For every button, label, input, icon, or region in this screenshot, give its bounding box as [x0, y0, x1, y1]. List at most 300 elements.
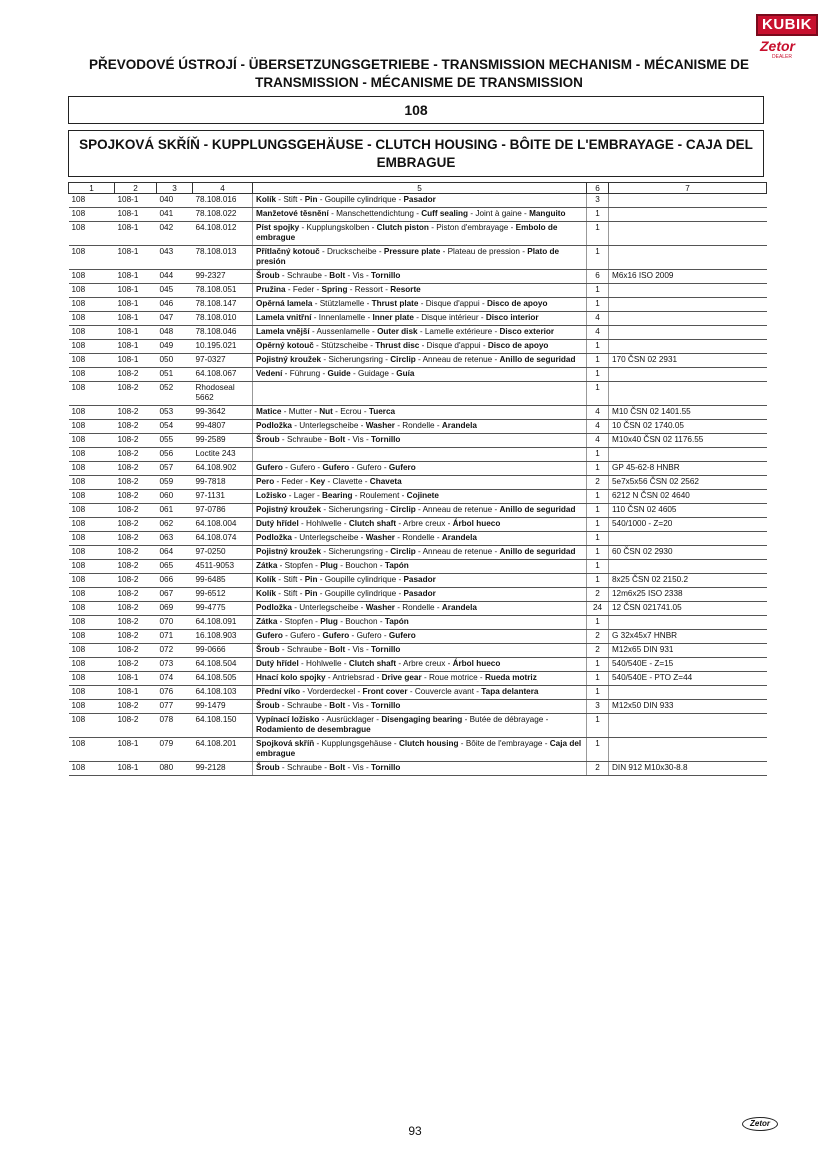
cell-c2: 108-2 [115, 546, 157, 560]
cell-c5: Přední víko - Vorderdeckel - Front cover - Couvercle avant - Tapa delantera [253, 686, 587, 700]
cell-c1: 108 [69, 574, 115, 588]
cell-c4: 99-7818 [193, 476, 253, 490]
cell-c6: 1 [587, 504, 609, 518]
cell-c3: 048 [157, 326, 193, 340]
section-title: SPOJKOVÁ SKŘÍŇ - KUPPLUNGSGEHÄUSE - CLUTCH HOUSING - BÔITE DE L'EMBRAYAGE - CAJA DEL EMBRAGUE [68, 130, 764, 177]
cell-c7 [609, 298, 767, 312]
cell-c1: 108 [69, 560, 115, 574]
cell-c1: 108 [69, 630, 115, 644]
cell-c6: 6 [587, 270, 609, 284]
table-row [69, 630, 767, 644]
cell-c1: 108 [69, 382, 115, 406]
cell-c4: 97-0327 [193, 354, 253, 368]
cell-c7 [609, 208, 767, 222]
cell-c3: 076 [157, 686, 193, 700]
table-row [69, 194, 767, 208]
cell-c2: 108-1 [115, 284, 157, 298]
table-row [69, 672, 767, 686]
table-row [69, 326, 767, 340]
cell-c6: 3 [587, 194, 609, 208]
cell-c5: Pružina - Feder - Spring - Ressort - Resorte [253, 284, 587, 298]
cell-c2: 108-1 [115, 194, 157, 208]
table-row [69, 246, 767, 270]
cell-c6: 1 [587, 490, 609, 504]
cell-c2: 108-2 [115, 574, 157, 588]
cell-c5: Vypínací ložisko - Ausrücklager - Disengaging bearing - Butée de débrayage - Rodamiento de desembrague [253, 714, 587, 738]
table-row [69, 434, 767, 448]
cell-c6: 1 [587, 246, 609, 270]
group-number: 108 [68, 96, 764, 124]
cell-c5: Šroub - Schraube - Bolt - Vis - Tornillo [253, 434, 587, 448]
cell-c1: 108 [69, 222, 115, 246]
cell-c7 [609, 222, 767, 246]
cell-c7: 540/540E - Z=15 [609, 658, 767, 672]
cell-c4: 64.108.103 [193, 686, 253, 700]
cell-c2: 108-2 [115, 462, 157, 476]
cell-c5: Opěrná lamela - Stützlamelle - Thrust plate - Disque d'appui - Disco de apoyo [253, 298, 587, 312]
cell-c3: 063 [157, 532, 193, 546]
cell-c1: 108 [69, 298, 115, 312]
cell-c3: 078 [157, 714, 193, 738]
table-row [69, 532, 767, 546]
cell-c4: 78.108.016 [193, 194, 253, 208]
cell-c4: 78.108.147 [193, 298, 253, 312]
cell-c7 [609, 284, 767, 298]
table-row [69, 420, 767, 434]
cell-c1: 108 [69, 616, 115, 630]
table-row [69, 382, 767, 406]
cell-c3: 056 [157, 448, 193, 462]
cell-c6: 4 [587, 420, 609, 434]
cell-c6: 1 [587, 738, 609, 762]
table-row [69, 686, 767, 700]
cell-c1: 108 [69, 340, 115, 354]
cell-c4: 78.108.051 [193, 284, 253, 298]
cell-c7 [609, 194, 767, 208]
cell-c7 [609, 616, 767, 630]
cell-c5 [253, 448, 587, 462]
cell-c5: Zátka - Stopfen - Plug - Bouchon - Tapón [253, 616, 587, 630]
table-row [69, 658, 767, 672]
cell-c1: 108 [69, 462, 115, 476]
cell-c1: 108 [69, 546, 115, 560]
cell-c3: 043 [157, 246, 193, 270]
cell-c2: 108-1 [115, 340, 157, 354]
cell-c4: 99-2327 [193, 270, 253, 284]
cell-c7: M10 ČSN 02 1401.55 [609, 406, 767, 420]
cell-c3: 054 [157, 420, 193, 434]
cell-c4: 78.108.013 [193, 246, 253, 270]
cell-c6: 3 [587, 700, 609, 714]
cell-c4: 64.108.012 [193, 222, 253, 246]
cell-c2: 108-2 [115, 420, 157, 434]
cell-c5: Šroub - Schraube - Bolt - Vis - Tornillo [253, 644, 587, 658]
zetor-logo-text: Zetor [760, 38, 795, 54]
cell-c2: 108-2 [115, 560, 157, 574]
cell-c5: Píst spojky - Kupplungskolben - Clutch piston - Piston d'embrayage - Embolo de embrague [253, 222, 587, 246]
cell-c5: Opěrný kotouč - Stützscheibe - Thrust disc - Disque d'appui - Disco de apoyo [253, 340, 587, 354]
cell-c5: Přítlačný kotouč - Druckscheibe - Pressure plate - Plateau de pression - Plato de presión [253, 246, 587, 270]
cell-c7: M6x16 ISO 2009 [609, 270, 767, 284]
cell-c4: 10.195.021 [193, 340, 253, 354]
cell-c1: 108 [69, 714, 115, 738]
cell-c6: 2 [587, 762, 609, 776]
cell-c3: 046 [157, 298, 193, 312]
cell-c2: 108-2 [115, 630, 157, 644]
cell-c2: 108-1 [115, 246, 157, 270]
cell-c3: 067 [157, 588, 193, 602]
cell-c2: 108-1 [115, 312, 157, 326]
cell-c2: 108-2 [115, 532, 157, 546]
table-row [69, 354, 767, 368]
column-header: 1 [69, 183, 115, 194]
cell-c1: 108 [69, 246, 115, 270]
cell-c5: Podložka - Unterlegscheibe - Washer - Rondelle - Arandela [253, 602, 587, 616]
cell-c1: 108 [69, 518, 115, 532]
cell-c4: 64.108.091 [193, 616, 253, 630]
table-row [69, 222, 767, 246]
cell-c6: 1 [587, 462, 609, 476]
kubik-logo-text: KUBIK [756, 14, 818, 36]
cell-c6: 2 [587, 644, 609, 658]
parts-table-body [69, 194, 767, 776]
cell-c6: 1 [587, 222, 609, 246]
cell-c4: 64.108.902 [193, 462, 253, 476]
cell-c6: 1 [587, 518, 609, 532]
cell-c5: Šroub - Schraube - Bolt - Vis - Tornillo [253, 700, 587, 714]
cell-c4: 78.108.010 [193, 312, 253, 326]
cell-c3: 069 [157, 602, 193, 616]
cell-c5: Gufero - Gufero - Gufero - Gufero - Gufero [253, 630, 587, 644]
cell-c1: 108 [69, 312, 115, 326]
cell-c2: 108-2 [115, 434, 157, 448]
cell-c5: Kolík - Stift - Pin - Goupille cylindrique - Pasador [253, 574, 587, 588]
cell-c6: 1 [587, 354, 609, 368]
cell-c4: 99-6512 [193, 588, 253, 602]
cell-c5: Ložisko - Lager - Bearing - Roulement - Cojinete [253, 490, 587, 504]
cell-c5: Šroub - Schraube - Bolt - Vis - Tornillo [253, 270, 587, 284]
cell-c6: 4 [587, 406, 609, 420]
cell-c3: 053 [157, 406, 193, 420]
cell-c3: 072 [157, 644, 193, 658]
cell-c2: 108-1 [115, 686, 157, 700]
cell-c4: 99-0666 [193, 644, 253, 658]
cell-c4: Rhodoseal 5662 [193, 382, 253, 406]
cell-c6: 1 [587, 340, 609, 354]
table-row [69, 406, 767, 420]
cell-c6: 2 [587, 630, 609, 644]
cell-c3: 074 [157, 672, 193, 686]
cell-c5: Gufero - Gufero - Gufero - Gufero - Gufero [253, 462, 587, 476]
cell-c4: 99-2128 [193, 762, 253, 776]
cell-c6: 1 [587, 616, 609, 630]
cell-c1: 108 [69, 354, 115, 368]
cell-c1: 108 [69, 476, 115, 490]
page-title: PŘEVODOVÉ ÚSTROJÍ - ÜBERSETZUNGSGETRIEBE - TRANSMISSION MECHANISM - MÉCANISME DE TRANSMISSION - MÉCANISME DE TRANSMISSION [88, 57, 750, 90]
cell-c7 [609, 560, 767, 574]
table-row [69, 448, 767, 462]
cell-c7 [609, 326, 767, 340]
cell-c5: Pojistný kroužek - Sicherungsring - Circlip - Anneau de retenue - Anillo de seguridad [253, 504, 587, 518]
cell-c7: 12 ČSN 021741.05 [609, 602, 767, 616]
cell-c4: 64.108.505 [193, 672, 253, 686]
cell-c7: M12x65 DIN 931 [609, 644, 767, 658]
cell-c2: 108-2 [115, 518, 157, 532]
cell-c6: 1 [587, 208, 609, 222]
cell-c1: 108 [69, 700, 115, 714]
cell-c1: 108 [69, 284, 115, 298]
cell-c2: 108-2 [115, 588, 157, 602]
cell-c2: 108-2 [115, 382, 157, 406]
cell-c6: 4 [587, 434, 609, 448]
cell-c2: 108-1 [115, 672, 157, 686]
cell-c6: 24 [587, 602, 609, 616]
cell-c6: 1 [587, 298, 609, 312]
cell-c5: Šroub - Schraube - Bolt - Vis - Tornillo [253, 762, 587, 776]
page-number: 93 [408, 1124, 422, 1138]
cell-c5: Spojková skříň - Kupplungsgehäuse - Clutch housing - Bôite de l'embrayage - Caja del embrague [253, 738, 587, 762]
cell-c1: 108 [69, 738, 115, 762]
kubik-zetor-logo [756, 10, 820, 64]
column-header: 2 [115, 183, 157, 194]
table-row [69, 312, 767, 326]
cell-c5: Matice - Mutter - Nut - Ecrou - Tuerca [253, 406, 587, 420]
cell-c6: 1 [587, 532, 609, 546]
dealer-logo-text: DEALER [772, 54, 793, 60]
table-row [69, 340, 767, 354]
cell-c4: 64.108.504 [193, 658, 253, 672]
cell-c2: 108-2 [115, 476, 157, 490]
cell-c1: 108 [69, 602, 115, 616]
cell-c1: 108 [69, 326, 115, 340]
cell-c2: 108-2 [115, 448, 157, 462]
cell-c5: Podložka - Unterlegscheibe - Washer - Rondelle - Arandela [253, 420, 587, 434]
cell-c3: 061 [157, 504, 193, 518]
cell-c4: 97-0786 [193, 504, 253, 518]
cell-c6: 1 [587, 448, 609, 462]
cell-c3: 040 [157, 194, 193, 208]
cell-c7 [609, 714, 767, 738]
cell-c1: 108 [69, 368, 115, 382]
cell-c7: M12x50 DIN 933 [609, 700, 767, 714]
cell-c2: 108-2 [115, 406, 157, 420]
cell-c5: Pojistný kroužek - Sicherungsring - Circlip - Anneau de retenue - Anillo de seguridad [253, 354, 587, 368]
cell-c4: 64.108.004 [193, 518, 253, 532]
cell-c5: Hnací kolo spojky - Antriebsrad - Drive gear - Roue motrice - Rueda motriz [253, 672, 587, 686]
cell-c3: 059 [157, 476, 193, 490]
cell-c1: 108 [69, 194, 115, 208]
cell-c1: 108 [69, 504, 115, 518]
cell-c3: 070 [157, 616, 193, 630]
cell-c5: Vedení - Führung - Guide - Guidage - Guía [253, 368, 587, 382]
cell-c2: 108-1 [115, 270, 157, 284]
cell-c4: 16.108.903 [193, 630, 253, 644]
cell-c1: 108 [69, 588, 115, 602]
cell-c4: 97-0250 [193, 546, 253, 560]
cell-c2: 108-2 [115, 714, 157, 738]
cell-c6: 1 [587, 560, 609, 574]
column-header: 4 [193, 183, 253, 194]
cell-c1: 108 [69, 762, 115, 776]
table-row [69, 284, 767, 298]
cell-c7: 60 ČSN 02 2930 [609, 546, 767, 560]
cell-c3: 042 [157, 222, 193, 246]
cell-c4: 99-6485 [193, 574, 253, 588]
column-header: 3 [157, 183, 193, 194]
cell-c5: Manžetové těsnění - Manschettendichtung - Cuff sealing - Joint à gaine - Manguito [253, 208, 587, 222]
cell-c4: 64.108.067 [193, 368, 253, 382]
cell-c2: 108-2 [115, 616, 157, 630]
cell-c3: 051 [157, 368, 193, 382]
cell-c2: 108-1 [115, 208, 157, 222]
cell-c6: 1 [587, 546, 609, 560]
cell-c6: 1 [587, 714, 609, 738]
cell-c5: Pojistný kroužek - Sicherungsring - Circlip - Anneau de retenue - Anillo de seguridad [253, 546, 587, 560]
cell-c4: 78.108.022 [193, 208, 253, 222]
cell-c3: 062 [157, 518, 193, 532]
cell-c1: 108 [69, 672, 115, 686]
cell-c3: 045 [157, 284, 193, 298]
cell-c3: 044 [157, 270, 193, 284]
cell-c6: 1 [587, 672, 609, 686]
cell-c3: 073 [157, 658, 193, 672]
cell-c2: 108-2 [115, 504, 157, 518]
table-row [69, 560, 767, 574]
cell-c2: 108-2 [115, 602, 157, 616]
cell-c7: 6212 N ČSN 02 4640 [609, 490, 767, 504]
cell-c1: 108 [69, 270, 115, 284]
cell-c3: 065 [157, 560, 193, 574]
cell-c4: 4511-9053 [193, 560, 253, 574]
cell-c1: 108 [69, 208, 115, 222]
cell-c7 [609, 448, 767, 462]
table-row [69, 700, 767, 714]
table-row [69, 462, 767, 476]
cell-c1: 108 [69, 532, 115, 546]
cell-c2: 108-1 [115, 298, 157, 312]
parts-table [68, 182, 767, 776]
cell-c2: 108-1 [115, 326, 157, 340]
cell-c7 [609, 382, 767, 406]
cell-c2: 108-2 [115, 368, 157, 382]
table-row [69, 644, 767, 658]
cell-c4: 99-2589 [193, 434, 253, 448]
table-row [69, 574, 767, 588]
table-row [69, 476, 767, 490]
cell-c6: 1 [587, 686, 609, 700]
cell-c5: Kolík - Stift - Pin - Goupille cylindrique - Pasador [253, 194, 587, 208]
cell-c6: 1 [587, 382, 609, 406]
cell-c6: 4 [587, 326, 609, 340]
cell-c7 [609, 340, 767, 354]
cell-c4: 64.108.150 [193, 714, 253, 738]
cell-c4: 99-4775 [193, 602, 253, 616]
cell-c5 [253, 382, 587, 406]
table-row [69, 504, 767, 518]
cell-c6: 2 [587, 588, 609, 602]
cell-c5: Dutý hřídel - Hohlwelle - Clutch shaft - Arbre creux - Árbol hueco [253, 658, 587, 672]
table-row [69, 298, 767, 312]
cell-c7: 5e7x5x56 ČSN 02 2562 [609, 476, 767, 490]
cell-c1: 108 [69, 448, 115, 462]
column-header: 6 [587, 183, 609, 194]
cell-c3: 071 [157, 630, 193, 644]
cell-c3: 049 [157, 340, 193, 354]
cell-c3: 057 [157, 462, 193, 476]
cell-c5: Lamela vnitřní - Innenlamelle - Inner plate - Disque intérieur - Disco interior [253, 312, 587, 326]
cell-c5: Podložka - Unterlegscheibe - Washer - Rondelle - Arandela [253, 532, 587, 546]
cell-c7 [609, 686, 767, 700]
cell-c7: 8x25 ČSN 02 2150.2 [609, 574, 767, 588]
cell-c7 [609, 312, 767, 326]
cell-c4: 99-3642 [193, 406, 253, 420]
column-header: 5 [253, 183, 587, 194]
cell-c7: 540/1000 - Z=20 [609, 518, 767, 532]
table-row [69, 714, 767, 738]
cell-c7 [609, 246, 767, 270]
table-row [69, 270, 767, 284]
table-row [69, 762, 767, 776]
table-row [69, 518, 767, 532]
cell-c4: 99-4807 [193, 420, 253, 434]
cell-c1: 108 [69, 644, 115, 658]
cell-c2: 108-1 [115, 354, 157, 368]
cell-c3: 055 [157, 434, 193, 448]
cell-c7: G 32x45x7 HNBR [609, 630, 767, 644]
table-row [69, 602, 767, 616]
cell-c6: 4 [587, 312, 609, 326]
cell-c3: 080 [157, 762, 193, 776]
cell-c2: 108-2 [115, 644, 157, 658]
cell-c7: 12m6x25 ISO 2338 [609, 588, 767, 602]
cell-c7: 540/540E - PTO Z=44 [609, 672, 767, 686]
cell-c5: Kolík - Stift - Pin - Goupille cylindrique - Pasador [253, 588, 587, 602]
cell-c2: 108-1 [115, 738, 157, 762]
table-row [69, 738, 767, 762]
cell-c1: 108 [69, 658, 115, 672]
cell-c7: M10x40 ČSN 02 1176.55 [609, 434, 767, 448]
table-row [69, 588, 767, 602]
cell-c3: 047 [157, 312, 193, 326]
cell-c2: 108-2 [115, 700, 157, 714]
cell-c3: 052 [157, 382, 193, 406]
cell-c2: 108-2 [115, 658, 157, 672]
cell-c4: 64.108.074 [193, 532, 253, 546]
cell-c6: 2 [587, 476, 609, 490]
cell-c3: 079 [157, 738, 193, 762]
cell-c4: 99-1479 [193, 700, 253, 714]
cell-c4: 97-1131 [193, 490, 253, 504]
cell-c4: 78.108.046 [193, 326, 253, 340]
cell-c2: 108-2 [115, 490, 157, 504]
cell-c1: 108 [69, 686, 115, 700]
cell-c3: 050 [157, 354, 193, 368]
cell-c2: 108-1 [115, 762, 157, 776]
cell-c7: 110 ČSN 02 4605 [609, 504, 767, 518]
cell-c5: Pero - Feder - Key - Clavette - Chaveta [253, 476, 587, 490]
cell-c5: Dutý hřídel - Hohlwelle - Clutch shaft - Arbre creux - Árbol hueco [253, 518, 587, 532]
cell-c3: 060 [157, 490, 193, 504]
cell-c1: 108 [69, 406, 115, 420]
cell-c3: 041 [157, 208, 193, 222]
column-header: 7 [609, 183, 767, 194]
cell-c4: Loctite 243 [193, 448, 253, 462]
table-row [69, 616, 767, 630]
table-row [69, 208, 767, 222]
table-header-row [69, 183, 767, 194]
zetor-footer-logo: Zetor [742, 1117, 778, 1131]
cell-c7: 170 ČSN 02 2931 [609, 354, 767, 368]
